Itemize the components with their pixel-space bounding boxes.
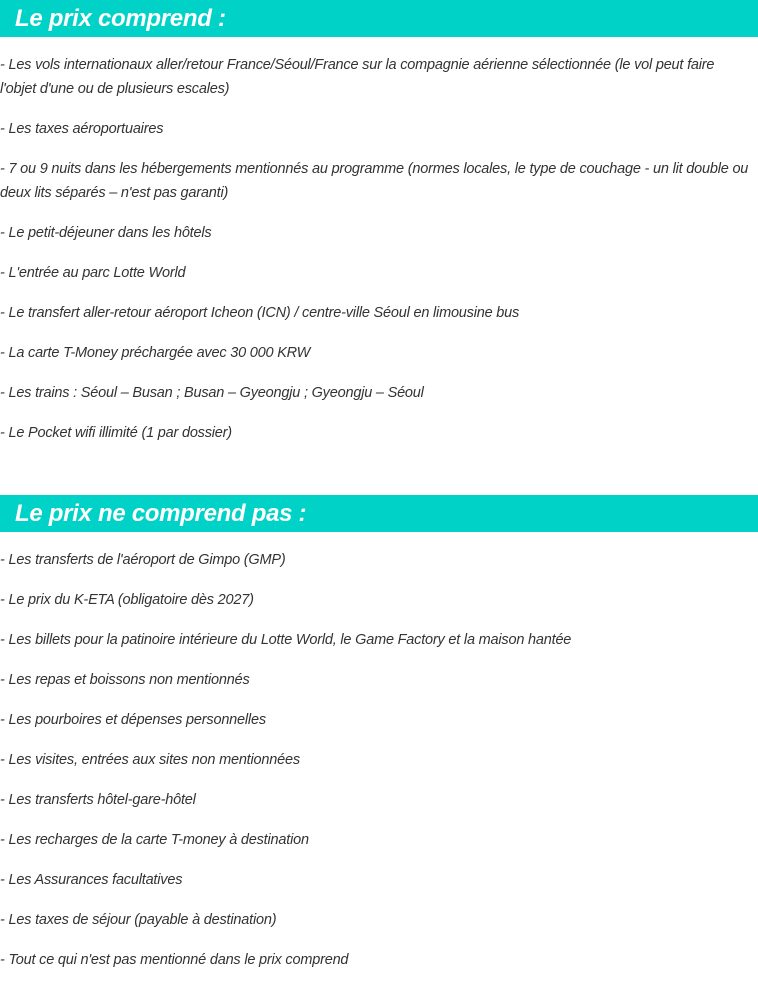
excludes-section-header xyxy=(0,495,758,532)
excludes-list-item: - Les pourboires et dépenses personnelles xyxy=(0,712,266,728)
includes-list-item: - 7 ou 9 nuits dans les hébergements mentionnés au programme (normes locales, le type de couchage - un lit double ou deux lits séparés – n'est pas garanti) xyxy=(0,161,749,201)
excludes-list-item: - Les recharges de la carte T-money à destination xyxy=(0,832,309,848)
includes-list-item: - La carte T-Money préchargée avec 30 000 KRW xyxy=(0,345,311,361)
includes-list-item: - Le Pocket wifi illimité (1 par dossier) xyxy=(0,425,232,441)
excludes-list-item: - Les taxes de séjour (payable à destination) xyxy=(0,912,277,928)
excludes-list-item: - Les Assurances facultatives xyxy=(0,872,183,888)
includes-title: Le prix comprend : xyxy=(15,5,226,32)
includes-list-item: - Le transfert aller-retour aéroport Icheon (ICN) / centre-ville Séoul en limousine bus xyxy=(0,305,520,321)
excludes-list-item: - Le prix du K-ETA (obligatoire dès 2027) xyxy=(0,592,254,608)
includes-list-item: - Le petit-déjeuner dans les hôtels xyxy=(0,225,212,241)
includes-list-item: - L'entrée au parc Lotte World xyxy=(0,265,186,281)
includes-section-header xyxy=(0,0,758,37)
excludes-list-item: - Les billets pour la patinoire intérieure du Lotte World, le Game Factory et la maison hantée xyxy=(0,632,572,648)
includes-list-item: - Les vols internationaux aller/retour France/Séoul/France sur la compagnie aérienne sélectionnée (le vol peut faire l'objet d'une ou de plusieurs escales) xyxy=(0,57,715,97)
includes-list-item: - Les trains : Séoul – Busan ; Busan – Gyeongju ; Gyeongju – Séoul xyxy=(0,385,424,401)
excludes-list-item: - Les transferts hôtel-gare-hôtel xyxy=(0,792,196,808)
excludes-title: Le prix ne comprend pas : xyxy=(15,500,307,527)
excludes-list-item: - Tout ce qui n'est pas mentionné dans le prix comprend xyxy=(0,952,349,968)
includes-list-item: - Les taxes aéroportuaires xyxy=(0,121,164,137)
excludes-list-item: - Les transferts de l'aéroport de Gimpo (GMP) xyxy=(0,552,286,568)
excludes-list-item: - Les repas et boissons non mentionnés xyxy=(0,672,250,688)
excludes-list-item: - Les visites, entrées aux sites non mentionnées xyxy=(0,752,300,768)
